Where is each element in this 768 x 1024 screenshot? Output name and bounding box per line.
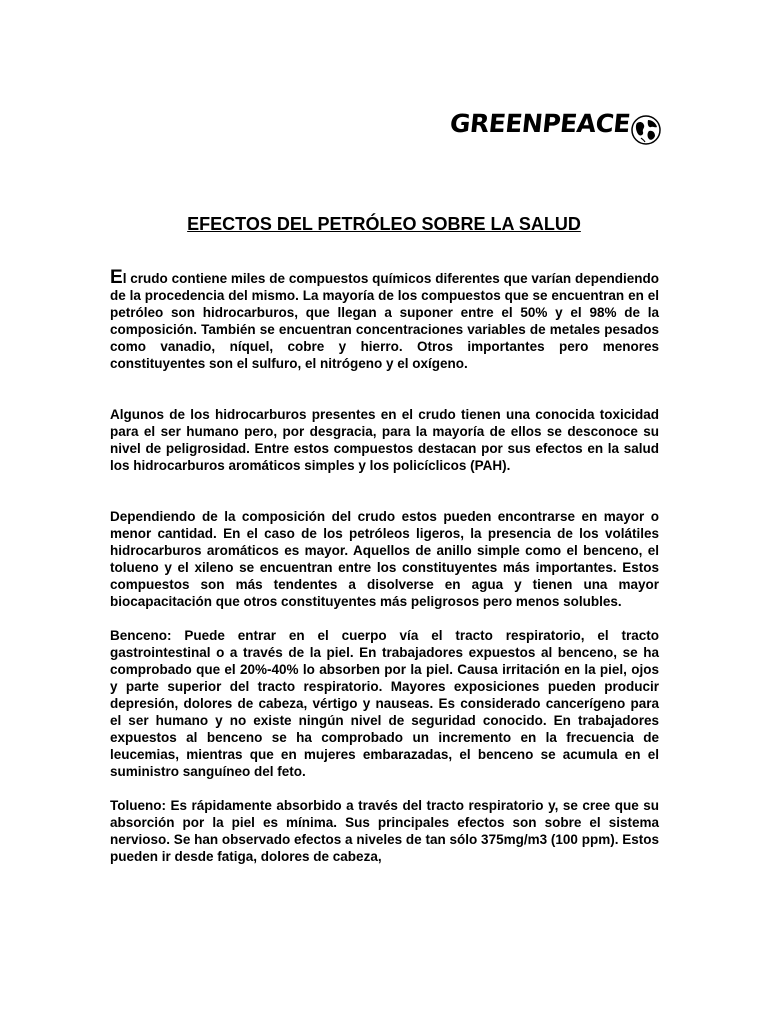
drop-cap: E	[110, 267, 123, 288]
paragraph-2: Algunos de los hidrocarburos presentes en el crudo tienen una conocida toxicidad para el ser humano pero, por desgracia, para la mayoría de ellos se desconoce su nivel de peligrosidad. Entre estos compuestos destacan por sus efectos en la salud los hidrocarburos aromáticos simples y los policíclicos (PAH).	[110, 407, 659, 473]
globe-icon	[630, 114, 662, 146]
document-title: EFECTOS DEL PETRÓLEO SOBRE LA SALUD	[187, 214, 581, 234]
paragraph-5: Tolueno: Es rápidamente absorbido a través del tracto respiratorio y, se cree que su absorción por la piel es mínima. Sus principales efectos son sobre el sistema nervioso. Se han observado efectos a niveles de tan sólo 375mg/m3 (100 ppm). Estos pueden ir desde fatiga, dolores de cabeza,	[110, 798, 659, 864]
paragraph-1	[110, 267, 659, 372]
paragraph-3: Dependiendo de la composición del crudo estos pueden encontrarse en mayor o menor cantidad. En el caso de los petróleos ligeros, la presencia de los volátiles hidrocarburos aromáticos es mayor. Aquellos de anillo simple como el benceno, el tolueno y el xileno se encuentran entre los constituyentes más importantes. Estos compuestos son más tendentes a disolverse en agua y tienen una mayor biocapacitación que otros constituyentes más peligrosos pero menos solubles.	[110, 509, 659, 609]
greenpeace-logo	[450, 100, 662, 146]
logo-text: GREENPEACE	[448, 108, 632, 138]
paragraph-1-text: l crudo contiene miles de compuestos químicos diferentes que varían dependiendo de la procedencia del mismo. La mayoría de los compuestos que se encuentran en el petróleo son hidrocarburos, que llegan a suponer entre el 50% y el 98% de la composición. También se encuentran concentraciones variables de metales pesados como vanadio, níquel, cobre y hierro. Otros importantes pero menores constituyentes son el sulfuro, el nitrógeno y el oxígeno.	[110, 271, 659, 371]
document-body	[110, 267, 659, 865]
paragraph-4: Benceno: Puede entrar en el cuerpo vía el tracto respiratorio, el tracto gastrointestinal o a través de la piel. En trabajadores expuestos al benceno, se ha comprobado que el 20%-40% lo absorben por la piel. Causa irritación en la piel, ojos y parte superior del tracto respiratorio. Mayores exposiciones pueden producir depresión, dolores de cabeza, vértigo y nauseas. Es considerado cancerígeno para el ser humano y no existe ningún nivel de seguridad conocido. En trabajadores expuestos al benceno se ha comprobado un incremento en la frecuencia de leucemias, mientras que en mujeres embarazadas, el benceno se acumula en el suministro sanguíneo del feto.	[110, 628, 659, 779]
